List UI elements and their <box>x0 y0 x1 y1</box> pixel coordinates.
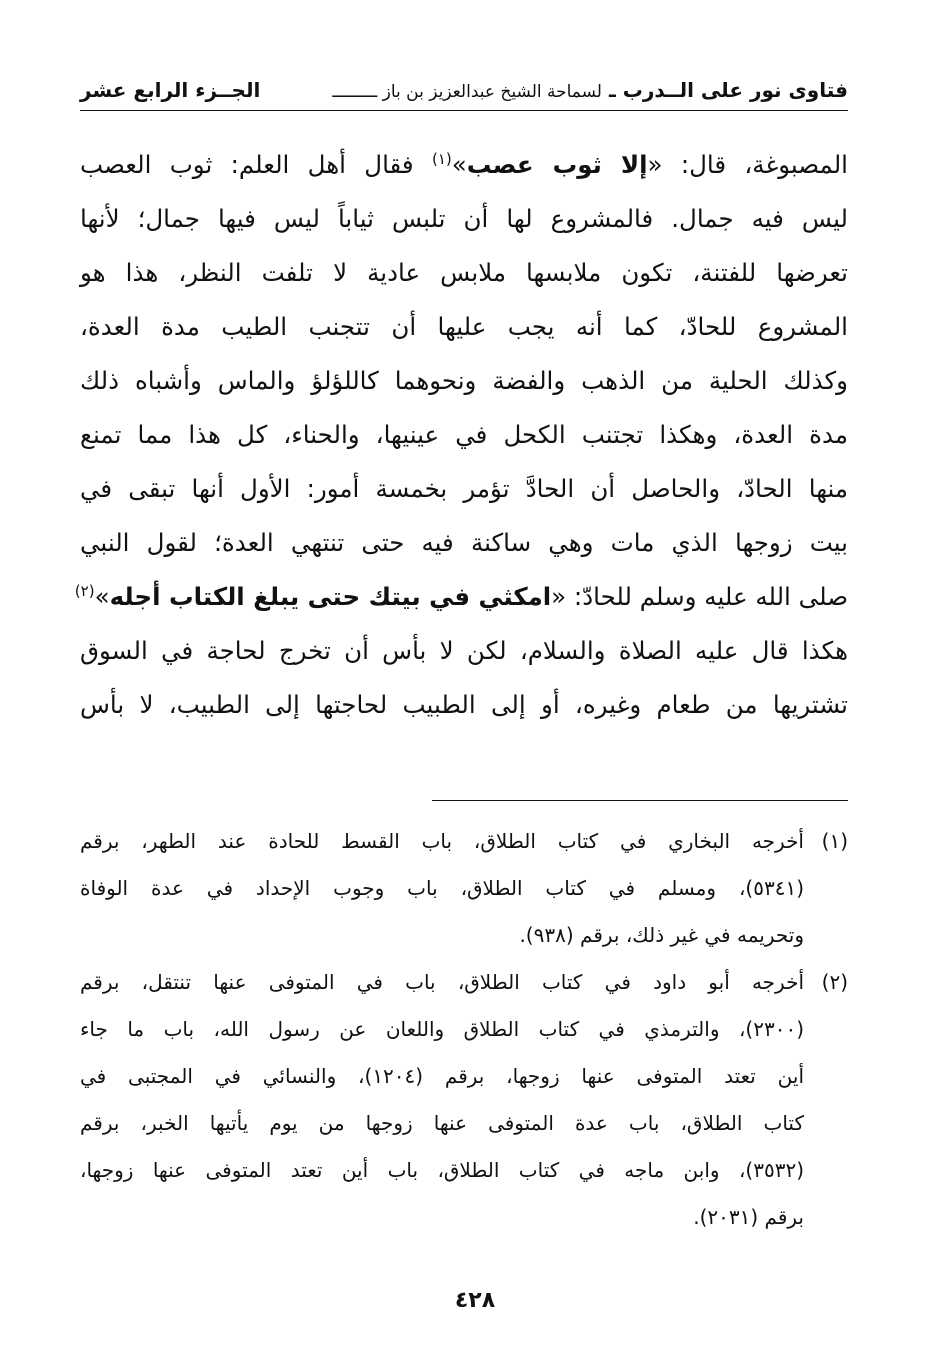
footnote-line: (٥٣٤١)، ومسلم في كتاب الطلاق، باب وجوب الإحداد في عدة الوفاة <box>80 876 804 900</box>
text-line-2: ليس فيه جمال. فالمشروع لها أن تلبس ثياباً ليس فيها جمال؛ لأنها <box>80 204 848 233</box>
header-book-title: فتاوى نور على الــدرب ـ لسماحة الشيخ عبدالعزيز بن باز ـــــــــ <box>332 78 848 102</box>
footnote-number: (١) <box>821 829 848 853</box>
page-number: ٤٢٨ <box>454 1288 496 1313</box>
footnote-divider <box>432 800 848 801</box>
footnote-2 <box>80 959 848 1241</box>
header-volume: الجــزء الرابع عشر <box>80 78 261 102</box>
text-line-1: المصبوغة، قال: «إلا ثوب عصب»$^{(١)}$ فقال أهل العلم: ثوب العصب <box>80 149 848 179</box>
footnote-line: أخرجه أبو داود في كتاب الطلاق، باب في المتوفى عنها تنتقل، برقم <box>80 970 804 994</box>
main-text <box>74 138 848 732</box>
footnotes <box>80 818 848 1241</box>
footnote-number: (٢) <box>821 970 848 994</box>
text-line-10: هكذا قال عليه الصلاة والسلام، لكن لا بأس أن تخرج لحاجة في السوق <box>80 636 848 665</box>
footnote-line: أين تعتد المتوفى عنها زوجها، برقم (١٢٠٤)، والنسائي في المجتبى في <box>80 1064 804 1088</box>
text-line-9: صلى الله عليه وسلم للحادّ: «امكثي في بيتك حتى يبلغ الكتاب أجله»$^{(٢)}$ <box>74 581 848 611</box>
hadith-quote-1: إلا ثوب عصب <box>466 150 648 179</box>
footnote-line: (٣٥٣٢)، وابن ماجه في كتاب الطلاق، باب أين تعتد المتوفى عنها زوجها، <box>80 1158 804 1182</box>
text-line-5: وكذلك الحلية من الذهب والفضة ونحوهما كاللؤلؤ والماس وأشباه ذلك <box>80 366 848 395</box>
running-header <box>80 78 848 108</box>
text-line-6: مدة العدة، وهكذا تجتنب الكحل في عينيها، والحناء، كل هذا مما تمنع <box>80 420 848 449</box>
footnote-line: (٢٣٠٠)، والترمذي في كتاب الطلاق واللعان عن رسول الله، باب ما جاء <box>80 1017 804 1041</box>
text-line-4: المشروع للحادّ، كما أنه يجب عليها أن تتجنب الطيب مدة العدة، <box>80 312 848 341</box>
text-line-8: بيت زوجها الذي مات وهي ساكنة فيه حتى تنتهي العدة؛ لقول النبي <box>80 528 848 557</box>
text-line-11: تشتريها من طعام وغيره، أو إلى الطبيب لحاجتها إلى الطبيب، لا بأس <box>80 690 848 719</box>
footnote-line: أخرجه البخاري في كتاب الطلاق، باب القسط للحادة عند الطهر، برقم <box>80 829 804 853</box>
text-line-7: منها الحادّ، والحاصل أن الحادَّ تؤمر بخمسة أمور: الأول أنها تبقى في <box>80 474 848 503</box>
footnote-ref-2[interactable]: (٢) <box>74 581 95 600</box>
footnote-line: برقم (٢٠٣١). <box>693 1205 804 1229</box>
footnote-line: وتحريمه في غير ذلك، برقم (٩٣٨). <box>519 923 804 947</box>
text-line-3: تعرضها للفتنة، تكون ملابسها ملابس عادية لا تلفت النظر، هذا هو <box>80 258 848 287</box>
footnote-line: كتاب الطلاق، باب عدة المتوفى عنها زوجها من يوم يأتيها الخبر، برقم <box>80 1111 804 1135</box>
header-divider <box>80 110 848 111</box>
hadith-quote-2: امكثي في بيتك حتى يبلغ الكتاب أجله <box>109 582 552 611</box>
footnote-1 <box>80 818 848 959</box>
header-author: لسماحة الشيخ عبدالعزيز بن باز ـــــــــ <box>332 82 602 102</box>
footnote-ref-1[interactable]: (١) <box>431 149 452 168</box>
